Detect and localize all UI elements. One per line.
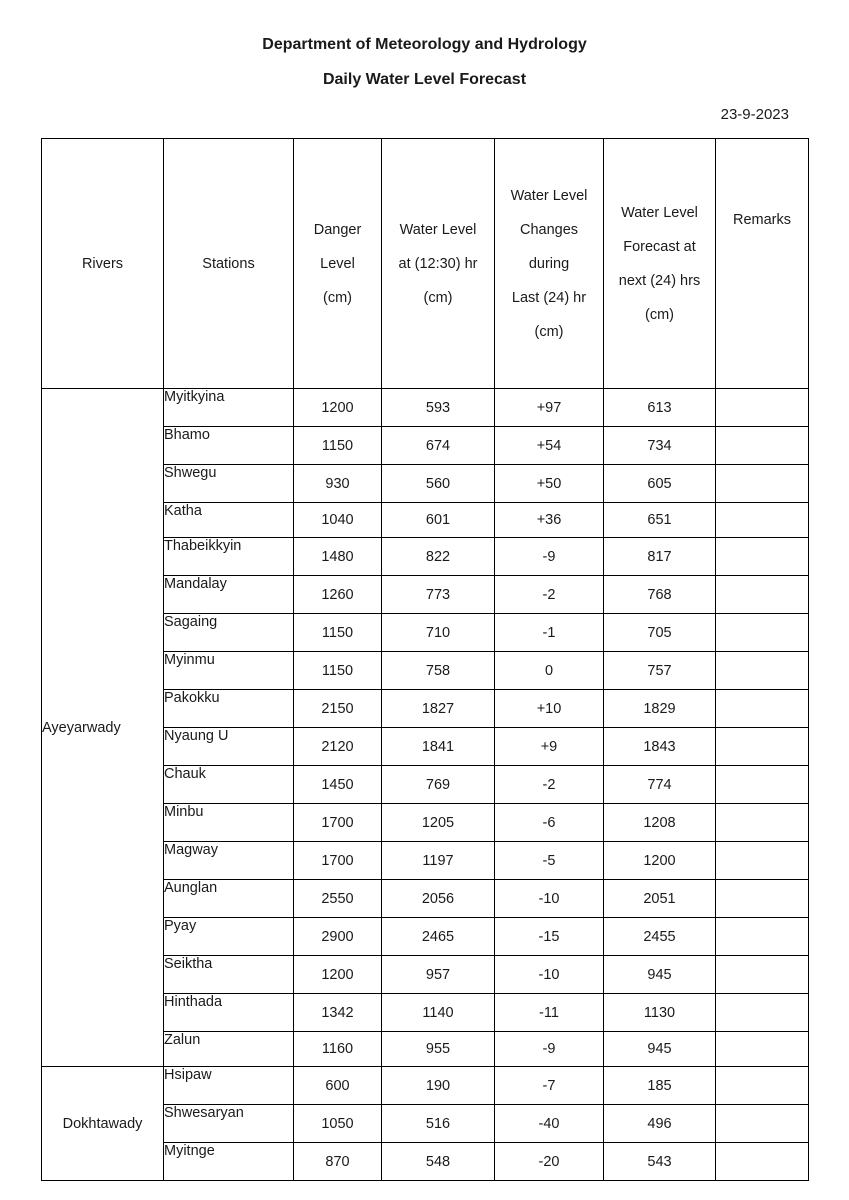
cell-level: 1197 (382, 842, 495, 880)
station-name: Thabeikkyin (164, 538, 294, 576)
station-name: Myitkyina (164, 389, 294, 427)
cell-danger: 600 (294, 1067, 382, 1105)
cell-danger: 1342 (294, 994, 382, 1032)
cell-level: 822 (382, 538, 495, 576)
column-header-line: Last (24) hr (511, 289, 587, 306)
column-header-line: at (12:30) hr (398, 255, 478, 272)
station-name: Hsipaw (164, 1067, 294, 1105)
cell-change: -9 (495, 1032, 604, 1067)
cell-level: 1140 (382, 994, 495, 1032)
column-header-line: Remarks (732, 212, 791, 228)
cell-level: 190 (382, 1067, 495, 1105)
cell-forecast: 651 (604, 503, 716, 538)
column-header-line: Level (320, 255, 355, 272)
cell-change: -5 (495, 842, 604, 880)
cell-forecast: 2455 (604, 918, 716, 956)
cell-remarks (716, 994, 809, 1032)
cell-remarks (716, 614, 809, 652)
cell-danger: 1160 (294, 1032, 382, 1067)
cell-change: -15 (495, 918, 604, 956)
cell-level: 593 (382, 389, 495, 427)
column-header-forecast (604, 139, 716, 389)
column-header-remarks (716, 139, 809, 389)
station-name: Shwegu (164, 465, 294, 503)
cell-change: -10 (495, 956, 604, 994)
cell-forecast: 605 (604, 465, 716, 503)
cell-remarks (716, 804, 809, 842)
column-header-water-level (382, 139, 495, 389)
column-header-line: (cm) (645, 306, 674, 323)
station-name: Pyay (164, 918, 294, 956)
cell-change: +10 (495, 690, 604, 728)
cell-remarks (716, 842, 809, 880)
cell-level: 1205 (382, 804, 495, 842)
cell-level: 2056 (382, 880, 495, 918)
cell-remarks (716, 1067, 809, 1105)
station-name: Nyaung U (164, 728, 294, 766)
column-header-level-change (495, 139, 604, 389)
cell-remarks (716, 427, 809, 465)
cell-forecast: 613 (604, 389, 716, 427)
cell-change: +97 (495, 389, 604, 427)
cell-forecast: 1208 (604, 804, 716, 842)
column-header-line: Rivers (81, 255, 124, 272)
cell-change: -7 (495, 1067, 604, 1105)
cell-forecast: 817 (604, 538, 716, 576)
cell-forecast: 705 (604, 614, 716, 652)
cell-level: 548 (382, 1143, 495, 1181)
column-header-line: Stations (202, 255, 255, 272)
cell-level: 955 (382, 1032, 495, 1067)
cell-remarks (716, 576, 809, 614)
cell-remarks (716, 1105, 809, 1143)
cell-forecast: 496 (604, 1105, 716, 1143)
cell-remarks (716, 389, 809, 427)
department-title: Department of Meteorology and Hydrology (262, 36, 587, 53)
column-header-line: Danger (313, 221, 362, 238)
column-header-line: next (24) hrs (618, 272, 701, 289)
column-header-line: Changes (519, 221, 579, 238)
cell-change: -2 (495, 766, 604, 804)
table-row (42, 1067, 809, 1105)
cell-remarks (716, 918, 809, 956)
cell-change: -2 (495, 576, 604, 614)
cell-danger: 1150 (294, 614, 382, 652)
cell-change: -10 (495, 880, 604, 918)
station-name: Magway (164, 842, 294, 880)
station-name: Pakokku (164, 690, 294, 728)
cell-danger: 1040 (294, 503, 382, 538)
cell-level: 710 (382, 614, 495, 652)
cell-forecast: 945 (604, 1032, 716, 1067)
column-header-danger-level (294, 139, 382, 389)
cell-level: 758 (382, 652, 495, 690)
station-name: Hinthada (164, 994, 294, 1032)
column-header-rivers (42, 139, 164, 389)
cell-forecast: 768 (604, 576, 716, 614)
column-header-line: Forecast at (623, 238, 696, 255)
column-header-line: Water Level (399, 221, 477, 238)
cell-level: 601 (382, 503, 495, 538)
cell-level: 2465 (382, 918, 495, 956)
cell-change: -6 (495, 804, 604, 842)
report-title: Daily Water Level Forecast (322, 71, 527, 88)
table-header-row (42, 139, 809, 389)
cell-change: -11 (495, 994, 604, 1032)
cell-danger: 1700 (294, 804, 382, 842)
column-header-line: during (528, 255, 570, 272)
cell-danger: 1150 (294, 427, 382, 465)
cell-danger: 1480 (294, 538, 382, 576)
cell-remarks (716, 465, 809, 503)
cell-danger: 2120 (294, 728, 382, 766)
water-level-table (41, 138, 809, 1181)
cell-level: 957 (382, 956, 495, 994)
cell-danger: 1200 (294, 389, 382, 427)
station-name: Chauk (164, 766, 294, 804)
cell-change: -9 (495, 538, 604, 576)
cell-forecast: 1829 (604, 690, 716, 728)
cell-danger: 2550 (294, 880, 382, 918)
cell-forecast: 2051 (604, 880, 716, 918)
cell-remarks (716, 690, 809, 728)
cell-change: -40 (495, 1105, 604, 1143)
cell-remarks (716, 956, 809, 994)
cell-danger: 2150 (294, 690, 382, 728)
cell-change: +50 (495, 465, 604, 503)
river-name: Ayeyarwady (42, 389, 164, 1067)
cell-danger: 2900 (294, 918, 382, 956)
cell-danger: 930 (294, 465, 382, 503)
cell-danger: 1200 (294, 956, 382, 994)
report-date: 23-9-2023 (720, 106, 789, 123)
cell-forecast: 185 (604, 1067, 716, 1105)
cell-level: 516 (382, 1105, 495, 1143)
cell-forecast: 757 (604, 652, 716, 690)
column-header-line: Water Level (510, 187, 588, 204)
station-name: Myinmu (164, 652, 294, 690)
station-name: Shwesaryan (164, 1105, 294, 1143)
cell-change: +9 (495, 728, 604, 766)
column-header-line: (cm) (534, 323, 564, 340)
cell-forecast: 1843 (604, 728, 716, 766)
table-body (42, 389, 809, 1181)
station-name: Katha (164, 503, 294, 538)
cell-danger: 1150 (294, 652, 382, 690)
cell-danger: 1450 (294, 766, 382, 804)
cell-forecast: 543 (604, 1143, 716, 1181)
cell-remarks (716, 766, 809, 804)
cell-danger: 1700 (294, 842, 382, 880)
cell-remarks (716, 1032, 809, 1067)
river-name: Dokhtawady (42, 1067, 164, 1181)
cell-level: 773 (382, 576, 495, 614)
cell-change: +54 (495, 427, 604, 465)
cell-remarks (716, 728, 809, 766)
cell-forecast: 1200 (604, 842, 716, 880)
column-header-line: Water Level (621, 204, 698, 221)
station-name: Sagaing (164, 614, 294, 652)
cell-change: -1 (495, 614, 604, 652)
cell-level: 1827 (382, 690, 495, 728)
cell-level: 674 (382, 427, 495, 465)
cell-level: 560 (382, 465, 495, 503)
column-header-line: (cm) (423, 289, 453, 306)
cell-forecast: 1130 (604, 994, 716, 1032)
cell-change: +36 (495, 503, 604, 538)
cell-remarks (716, 503, 809, 538)
cell-level: 1841 (382, 728, 495, 766)
cell-danger: 1260 (294, 576, 382, 614)
station-name: Mandalay (164, 576, 294, 614)
cell-level: 769 (382, 766, 495, 804)
cell-forecast: 734 (604, 427, 716, 465)
cell-remarks (716, 652, 809, 690)
cell-remarks (716, 538, 809, 576)
cell-change: -20 (495, 1143, 604, 1181)
cell-remarks (716, 1143, 809, 1181)
cell-forecast: 774 (604, 766, 716, 804)
station-name: Aunglan (164, 880, 294, 918)
station-name: Myitnge (164, 1143, 294, 1181)
station-name: Seiktha (164, 956, 294, 994)
cell-danger: 1050 (294, 1105, 382, 1143)
cell-forecast: 945 (604, 956, 716, 994)
column-header-line: (cm) (323, 289, 352, 306)
station-name: Bhamo (164, 427, 294, 465)
cell-remarks (716, 880, 809, 918)
cell-change: 0 (495, 652, 604, 690)
cell-danger: 870 (294, 1143, 382, 1181)
station-name: Zalun (164, 1032, 294, 1067)
station-name: Minbu (164, 804, 294, 842)
table-row (42, 389, 809, 427)
column-header-stations (164, 139, 294, 389)
